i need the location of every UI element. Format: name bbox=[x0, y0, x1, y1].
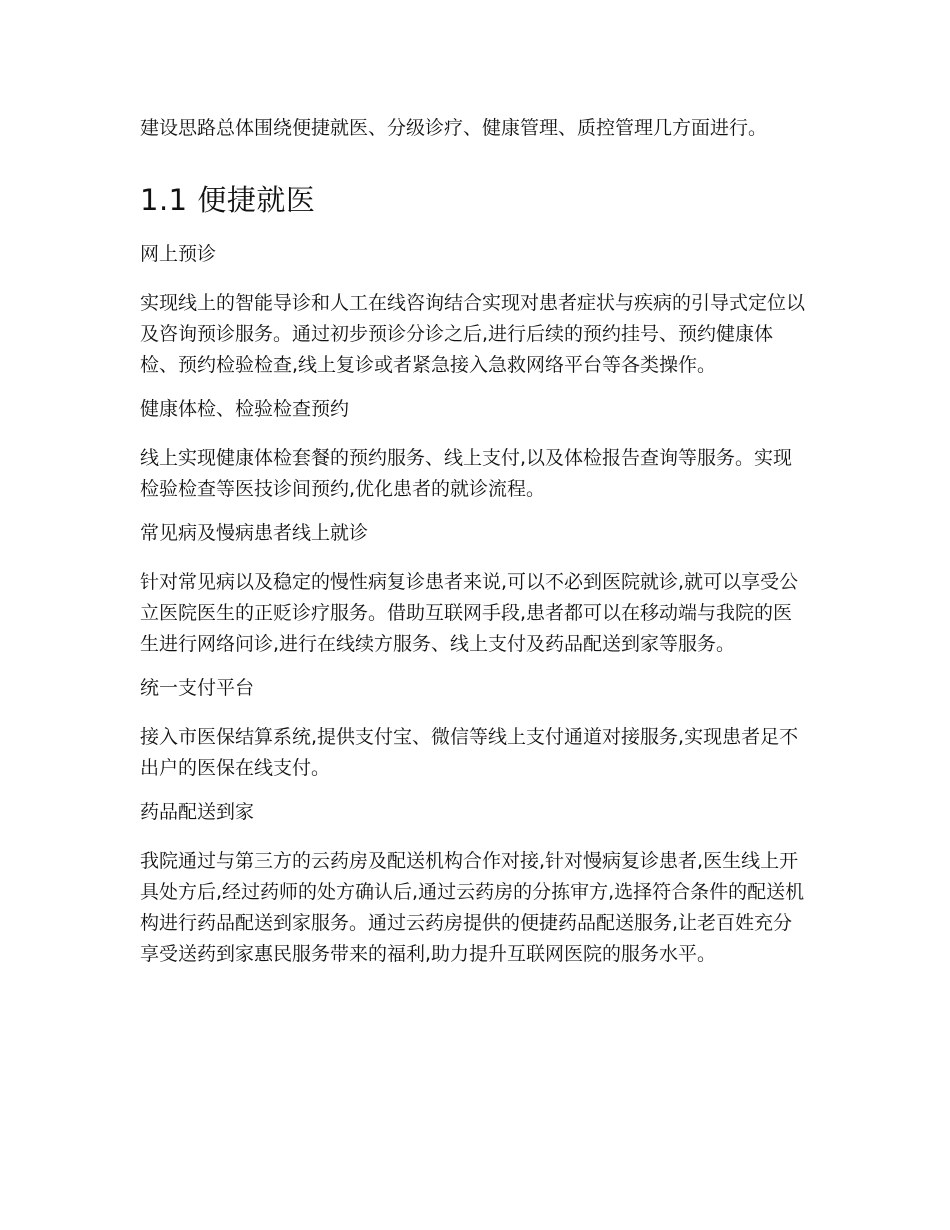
subheading: 健康体检、检验检查预约 bbox=[140, 398, 350, 420]
section-item-online-consultation bbox=[140, 517, 820, 660]
section-item-drug-delivery bbox=[140, 796, 820, 970]
subheading: 统一支付平台 bbox=[140, 677, 255, 699]
body-paragraph: 针对常见病以及稳定的慢性病复诊患者来说,可以不必到医院就诊,就可以享受公立医院医生的正贬诊疗服务。借助互联网手段,患者都可以在移动端与我院的医生进行网络问诊,进行在线续方服务、线上支付及药品配送到家等服务。 bbox=[140, 571, 799, 655]
body-paragraph: 线上实现健康体检套餐的预约服务、线上支付,以及体检报告查询等服务。实现检验检查等医技诊间预约,优化患者的就诊流程。 bbox=[140, 447, 793, 500]
section-item-online-prediagnosis bbox=[140, 238, 820, 381]
subheading: 药品配送到家 bbox=[140, 801, 255, 823]
intro-paragraph: 建设思路总体围绕便捷就医、分级诊疗、健康管理、质控管理几方面进行。 bbox=[140, 117, 768, 139]
section-title: 1.1 便捷就医 bbox=[140, 183, 316, 217]
subheading: 网上预诊 bbox=[140, 243, 217, 265]
section-item-checkup-booking bbox=[140, 393, 820, 505]
body-paragraph: 我院通过与第三方的云药房及配送机构合作对接,针对慢病复诊患者,医生线上开具处方后,经过药师的处方确认后,通过云药房的分拣审方,选择符合条件的配送机构进行药品配送到家服务。通过云药房提供的便捷药品配送服务,让老百姓充分享受送药到家惠民服务带来的福利,助力提升互联网医院的服务水平。 bbox=[140, 850, 805, 965]
body-paragraph: 实现线上的智能导诊和人工在线咨询结合实现对患者症状与疾病的引导式定位以及咨询预诊服务。通过初步预诊分诊之后,进行后续的预约挂号、预约健康体检、预约检验检查,线上复诊或者紧急接入急救网络平台等各类操作。 bbox=[140, 292, 806, 376]
subheading: 常见病及慢病患者线上就诊 bbox=[140, 522, 369, 544]
document-page bbox=[140, 112, 820, 970]
body-paragraph: 接入市医保结算系统,提供支付宝、微信等线上支付通道对接服务,实现患者足不出户的医保在线支付。 bbox=[140, 726, 799, 779]
section-item-payment-platform bbox=[140, 672, 820, 784]
